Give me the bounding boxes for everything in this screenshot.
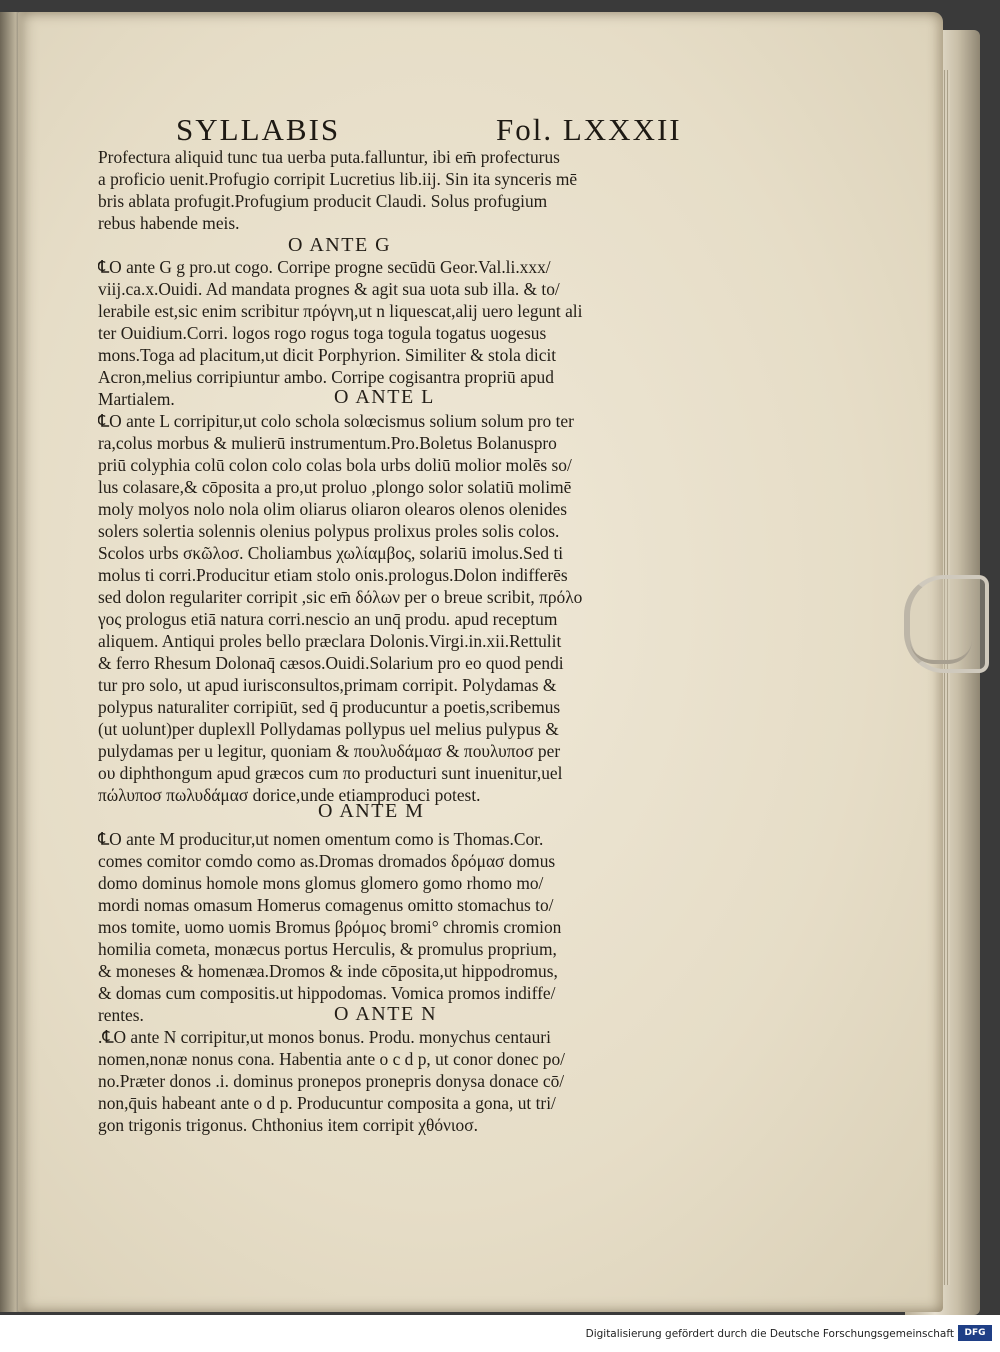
folio-number: Fol. LXXXII <box>496 112 682 147</box>
text-line: & ferro Rhesum Dolonaq̄ cæsos.Ouidi.Solarium pro eo quod pendi <box>98 653 564 673</box>
section-heading-o-ante-g: O ANTE G <box>288 234 392 256</box>
text-line: Scolos urbs σκῶλοσ. Choliambus χωλίαμβος, solariū imolus.Sed ti <box>98 543 564 563</box>
text-line: mordi nomas omasum Homerus comagenus omitto stomachus to/ <box>98 895 554 915</box>
text-line: & moneses & homenæa.Dromos & inde cōposita,ut hippodromus, <box>98 961 558 981</box>
text-line: nomen,nonæ nonus cona. Habentia ante o c d p, ut conor donec po/ <box>98 1049 566 1069</box>
text-line: viij.ca.x.Ouidi. Ad mandata prognes & agit sua uota sub illa. & to/ <box>98 279 560 299</box>
text-line: rentes. <box>98 1005 144 1025</box>
section-heading-o-ante-n: O ANTE N <box>334 1003 438 1025</box>
text-line: priū colyphia colū colon colo colas bola urbs doliū molior molēs so/ <box>98 455 572 475</box>
text-line: aliquem. Antiqui proles bello præclara Dolonis.Virgi.in.xii.Rettulit <box>98 631 562 651</box>
text-line: bris ablata profugit.Profugium producit Claudi. Solus profugium <box>98 191 548 211</box>
text-line: polypus naturaliter corripiūt, sed q̄ producuntur a poetis,scribemus <box>98 697 561 717</box>
text-line: lus colasare,& cōposita a pro,ut proluo ,plongo solor solatiū molimē <box>98 477 572 497</box>
text-line: πώλυποσ πωλυδάμασ dorice,unde etiamproduci potest. <box>98 785 481 805</box>
running-head-title: SYLLABIS <box>176 112 341 147</box>
text-line: Profectura aliquid tunc tua uerba puta.falluntur, ibi em̄ profecturus <box>98 147 560 167</box>
text-line: homilia cometa, monæcus portus Herculis, & promulus proprium, <box>98 939 557 959</box>
text-line: (ut uolunt)per duplexll Pollydamas pollypus uel melius pulypus & <box>98 719 559 739</box>
text-line-spacer <box>98 806 738 828</box>
book-gutter <box>0 12 26 1312</box>
text-line: rebus habende meis. <box>98 213 240 233</box>
text-line: ra,colus morbus & mulierū instrumentum.Pro.Boletus Bolanuspro <box>98 433 557 453</box>
text-line: gon trigonis trigonus. Chthonius item corripit χθόνιοσ. <box>98 1115 478 1135</box>
text-line: γος prologus etiā natura corri.nescio an unq̄ produ. apud receptum <box>98 609 558 629</box>
text-line: ℄O ante G g pro.ut cogo. Corripe progne secūdū Geor.Val.li.xxx/ <box>98 257 551 277</box>
section-heading-o-ante-m: O ANTE M <box>318 800 425 822</box>
text-line: solers solertia solennis olenius polypus prolixus proles solis colos. <box>98 521 560 541</box>
text-line: non,q̄uis habeant ante o d p. Producuntur composita a gona, ut tri/ <box>98 1093 556 1113</box>
text-line: ου diphthongum apud græcos cum πο producturi sunt inuenitur,uel <box>98 763 563 783</box>
text-line: sed dolon regulariter corripit ,sic em̄ δόλων per o breue scribit, πρόλο <box>98 587 583 607</box>
text-line: tur pro solo, ut apud iurisconsultos,primam corripit. Polydamas & <box>98 675 557 695</box>
text-line: ter Ouidium.Corri. logos rogo rogus toga togula togatus uogesus <box>98 323 547 343</box>
text-line: domo dominus homole mons glomus glomero gomo rhomo mo/ <box>98 873 544 893</box>
text-line: lerabile est,sic enim scribitur πρόγνη,ut n liquescat,alij uero legunt ali <box>98 301 583 321</box>
text-line: .℄O ante N corripitur,ut monos bonus. Produ. monychus centauri <box>98 1027 551 1047</box>
footer-bar <box>0 1315 1000 1352</box>
text-line: Martialem. <box>98 389 175 409</box>
text-line: Acron,melius corripiuntur ambo. Corripe cogisantra propriū apud <box>98 367 554 387</box>
text-line: moly molyos nolo nola olim oliarus oliaron olearos olenos olenides <box>98 499 568 519</box>
text-line: mos tomite, uomo uomis Bromus βρόμος bromi° chromis cromion <box>98 917 562 937</box>
dfg-logo: DFG <box>958 1325 992 1341</box>
text-line: a proficio uenit.Profugio corripit Lucretius lib.iij. Sin ita synceris mē <box>98 169 578 189</box>
text-line: pulydamas per u legitur, quoniam & πουλυδάμασ & πουλυποσ per <box>98 741 561 761</box>
text-line: & domas cum compositis.ut hippodomas. Vomica promos indiffe/ <box>98 983 556 1003</box>
body-text <box>98 146 738 1136</box>
text-line: comes comitor comdo como as.Dromas dromados δρόμασ domus <box>98 851 556 871</box>
text-line: ℄O ante M producitur,ut nomen omentum como is Thomas.Cor. <box>98 829 544 849</box>
text-line: mons.Toga ad placitum,ut dicit Porphyrion. Similiter & stola dicit <box>98 345 557 365</box>
text-line-spacer <box>98 234 738 256</box>
funding-credit: Digitalisierung gefördert durch die Deutsche Forschungsgemeinschaft <box>585 1328 954 1340</box>
text-line: ℄O ante L corripitur,ut colo schola solœcismus solium solum pro ter <box>98 411 574 431</box>
text-line: no.Præter donos .i. dominus pronepos pronepris donysa donace cō/ <box>98 1071 565 1091</box>
text-line: molus ti corri.Producitur etiam stolo onis.prologus.Dolon indifferēs <box>98 565 568 585</box>
section-heading-o-ante-l: O ANTE L <box>334 386 435 408</box>
